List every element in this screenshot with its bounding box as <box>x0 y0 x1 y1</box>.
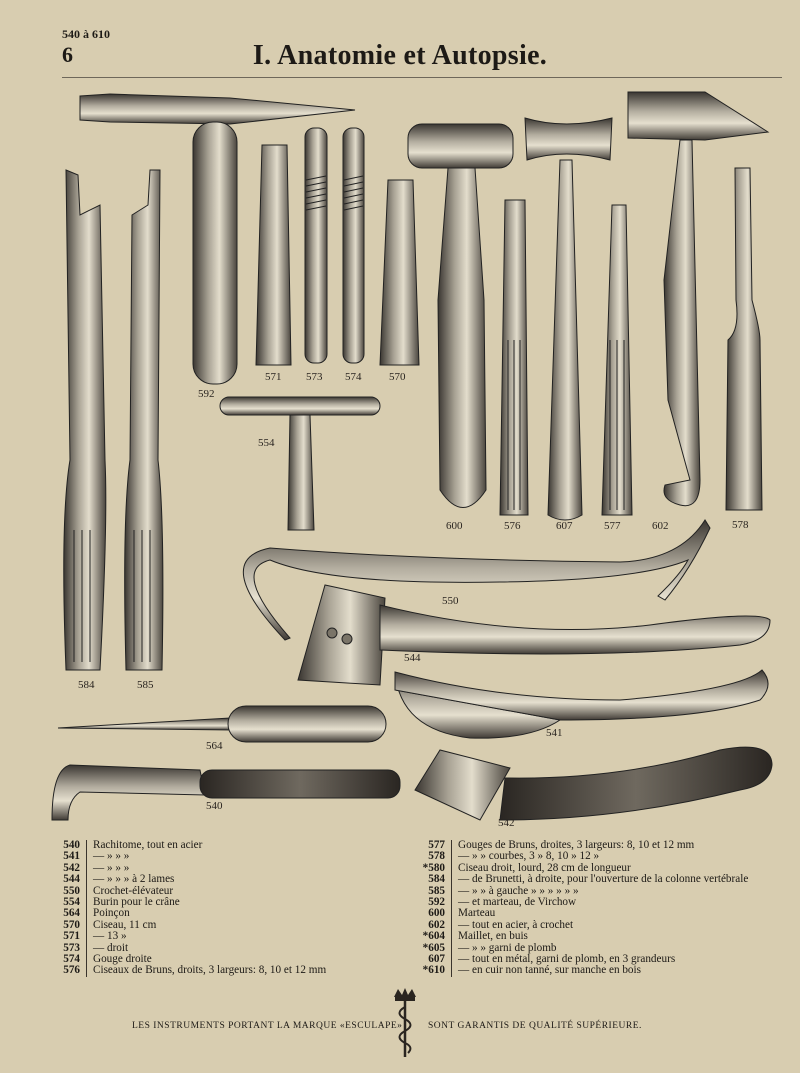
list-item: 542 — » » » <box>63 861 130 874</box>
item-list-left <box>30 840 326 977</box>
list-item: 554 Burin pour le crâne <box>63 896 180 909</box>
list-item: 544 — » » » à 2 lames <box>63 873 175 886</box>
label-570: 570 <box>389 371 406 383</box>
list-item: 576 Ciseaux de Bruns, droits, 3 largeurs: 8, 10 et 12 mm <box>63 964 327 977</box>
instrument-577 <box>602 205 632 515</box>
label-602: 602 <box>652 520 669 532</box>
label-585: 585 <box>137 679 154 691</box>
label-541: 541 <box>546 727 563 739</box>
instrument-544 <box>298 585 770 685</box>
list-item: 571 — 13 » <box>63 930 127 943</box>
list-item: *610 — en cuir non tanné, sur manche en bois <box>422 964 641 977</box>
footer-text-left: LES INSTRUMENTS PORTANT LA MARQUE «ESCULAPE» <box>132 1021 403 1031</box>
instrument-564 <box>58 706 386 742</box>
list-item: *580 Ciseau droit, lourd, 28 cm de longueur <box>422 861 631 874</box>
label-564: 564 <box>206 740 223 752</box>
label-592: 592 <box>198 388 215 400</box>
list-item: 573 — droit <box>63 941 129 954</box>
instrument-540 <box>52 765 400 820</box>
label-584: 584 <box>78 679 95 691</box>
list-item: 585 — » » à gauche » » » » » » <box>428 884 579 897</box>
instrument-550 <box>243 520 710 640</box>
page-title: I. Anatomie et Autopsie. <box>252 40 548 71</box>
list-item: 564 Poinçon <box>63 907 130 920</box>
esculape-caduceus-icon <box>388 987 422 1059</box>
label-571: 571 <box>265 371 282 383</box>
header-rule <box>62 77 782 78</box>
label-600: 600 <box>446 520 463 532</box>
instrument-576 <box>500 200 528 515</box>
label-540: 540 <box>206 800 223 812</box>
item-list-right <box>395 840 748 977</box>
label-550: 550 <box>442 595 459 607</box>
label-607: 607 <box>556 520 573 532</box>
list-item: 600 Marteau <box>428 907 496 920</box>
list-item: 570 Ciseau, 11 cm <box>63 918 157 931</box>
instrument-584 <box>64 170 106 670</box>
label-577: 577 <box>604 520 621 532</box>
instrument-571 <box>256 145 291 365</box>
label-578: 578 <box>732 519 749 531</box>
list-item: 578 — » » courbes, 3 » 8, 10 » 12 » <box>428 850 600 863</box>
footer-text-right: SONT GARANTIS DE QUALITÉ SUPÉRIEURE. <box>428 1021 642 1031</box>
page-number: 6 <box>62 42 73 67</box>
list-item: 541 — » » » <box>63 850 130 863</box>
instrument-570 <box>380 180 419 365</box>
list-item: *604 Maillet, en buis <box>422 930 528 943</box>
instrument-600 <box>408 124 513 508</box>
list-item: 574 Gouge droite <box>63 953 152 966</box>
instrument-585 <box>125 170 163 670</box>
label-554: 554 <box>258 437 275 449</box>
instrument-plate-illustration <box>0 85 800 830</box>
list-item: 577 Gouges de Bruns, droites, 3 largeurs: 8, 10 et 12 mm <box>428 839 695 851</box>
instrument-574 <box>343 128 364 363</box>
item-range: 540 à 610 <box>62 27 110 41</box>
list-item: 602 — tout en acier, à crochet <box>428 918 574 931</box>
label-542: 542 <box>498 817 515 829</box>
instrument-542 <box>415 747 772 820</box>
list-item: *605 — » » garni de plomb <box>422 941 557 954</box>
instrument-554 <box>220 397 380 530</box>
label-573: 573 <box>306 371 323 383</box>
list-item: 584 — de Brunetti, à droite, pour l'ouverture de la colonne vertébrale <box>428 873 749 886</box>
label-576: 576 <box>504 520 521 532</box>
instrument-607 <box>525 118 612 520</box>
label-544: 544 <box>404 652 421 664</box>
instrument-573 <box>305 128 327 363</box>
instrument-578 <box>726 168 762 510</box>
label-574: 574 <box>345 371 362 383</box>
list-item: 592 — et marteau, de Virchow <box>428 896 577 909</box>
list-item: 540 Rachitome, tout en acier <box>63 839 203 851</box>
instrument-541 <box>395 670 768 738</box>
list-item: 607 — tout en métal, garni de plomb, en 3 grandeurs <box>428 953 676 966</box>
list-item: 550 Crochet-élévateur <box>63 884 174 897</box>
